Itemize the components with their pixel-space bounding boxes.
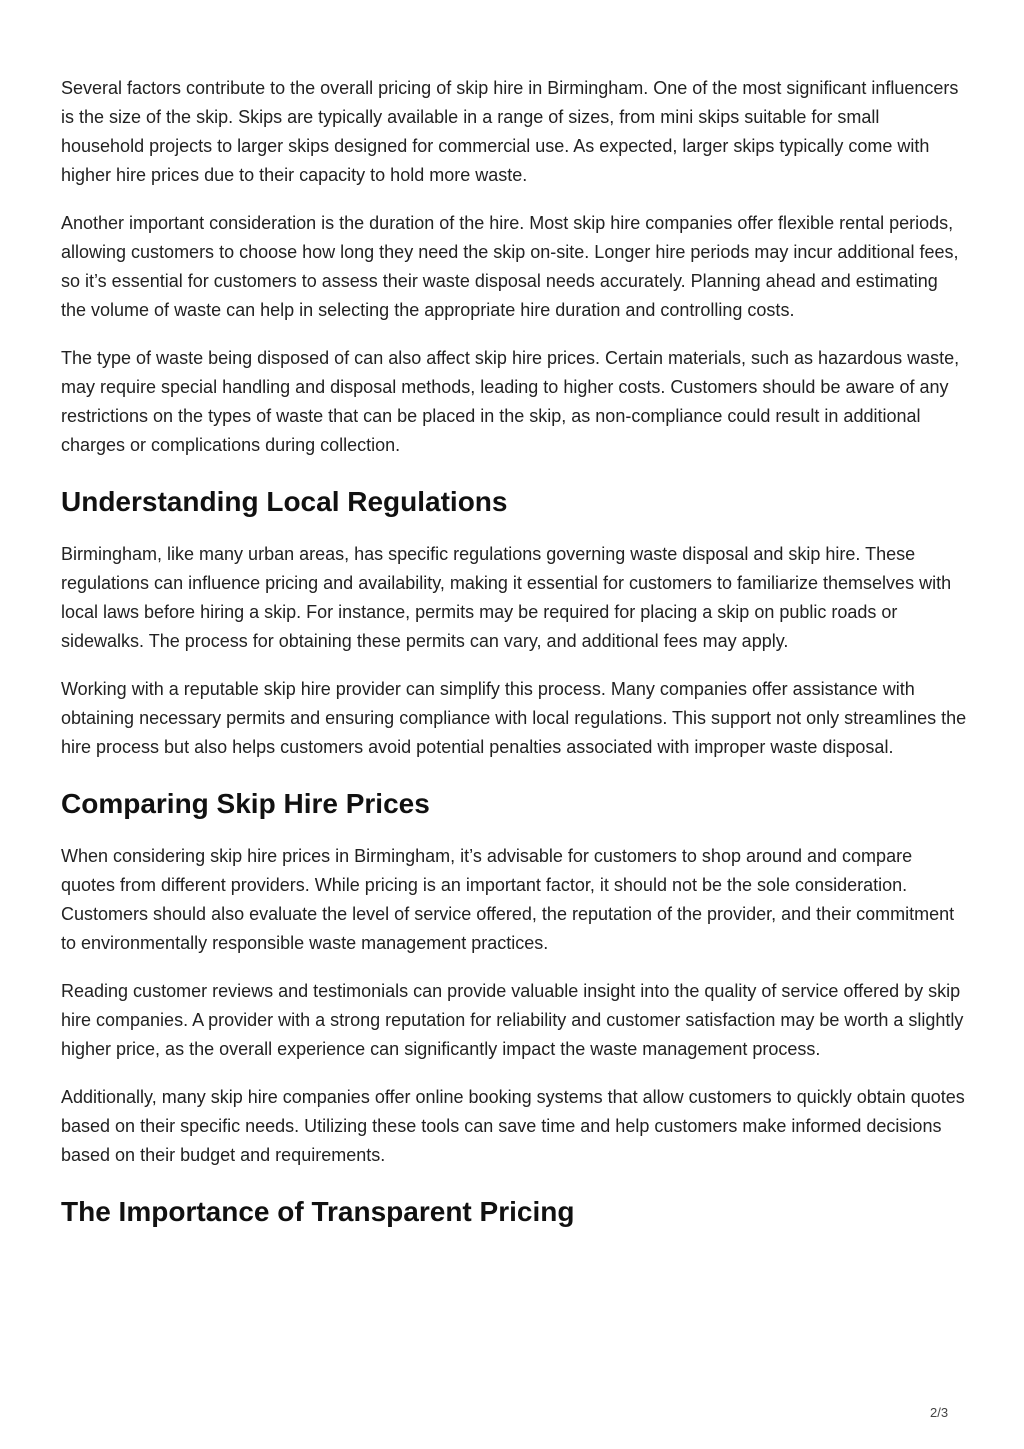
- intro-paragraph-3: The type of waste being disposed of can also affect skip hire prices. Certain materials, such as hazardous waste, may require special handling and disposal methods, leading to higher costs. Customers should be aware of any restrictions on the types of waste that can be placed in the skip, as non-compliance could result in additional charges or complications during collection.: [61, 348, 960, 455]
- document-body: [61, 74, 967, 1250]
- section-heading-transparent-pricing: The Importance of Transparent Pricing: [61, 1196, 575, 1227]
- regulations-paragraph-1: Birmingham, like many urban areas, has specific regulations governing waste disposal and skip hire. These regulations can influence pricing and availability, making it essential for customers to familiarize themselves with local laws before hiring a skip. For instance, permits may be required for placing a skip on public roads or sidewalks. The process for obtaining these permits can vary, and additional fees may apply.: [61, 544, 952, 651]
- comparing-paragraph-1: When considering skip hire prices in Birmingham, it’s advisable for customers to shop around and compare quotes from different providers. While pricing is an important factor, it should not be the sole consideration. Customers should also evaluate the level of service offered, the reputation of the provider, and their commitment to environmentally responsible waste management practices.: [61, 846, 955, 953]
- comparing-paragraph-2: Reading customer reviews and testimonials can provide valuable insight into the quality of service offered by skip hire companies. A provider with a strong reputation for reliability and customer satisfaction may be worth a slightly higher price, as the overall experience can significantly impact the waste management process.: [61, 981, 964, 1059]
- comparing-paragraph-3: Additionally, many skip hire companies offer online booking systems that allow customers to quickly obtain quotes based on their specific needs. Utilizing these tools can save time and help customers make informed decisions based on their budget and requirements.: [61, 1087, 965, 1165]
- regulations-paragraph-2: Working with a reputable skip hire provider can simplify this process. Many companies offer assistance with obtaining necessary permits and ensuring compliance with local regulations. This support not only streamlines the hire process but also helps customers avoid potential penalties associated with improper waste disposal.: [61, 679, 967, 757]
- page-number: 2/3: [930, 1405, 949, 1420]
- intro-paragraph-1: Several factors contribute to the overall pricing of skip hire in Birmingham. One of the most significant influencers is the size of the skip. Skips are typically available in a range of sizes, from mini skips suitable for small household projects to larger skips designed for commercial use. As expected, larger skips typically come with higher hire prices due to their capacity to hold more waste.: [61, 78, 959, 185]
- section-heading-local-regulations: Understanding Local Regulations: [61, 486, 508, 517]
- section-heading-comparing-prices: Comparing Skip Hire Prices: [61, 788, 430, 819]
- intro-paragraph-2: Another important consideration is the duration of the hire. Most skip hire companies offer flexible rental periods, allowing customers to choose how long they need the skip on-site. Longer hire periods may incur additional fees, so it’s essential for customers to assess their waste disposal needs accurately. Planning ahead and estimating the volume of waste can help in selecting the appropriate hire duration and controlling costs.: [61, 213, 959, 320]
